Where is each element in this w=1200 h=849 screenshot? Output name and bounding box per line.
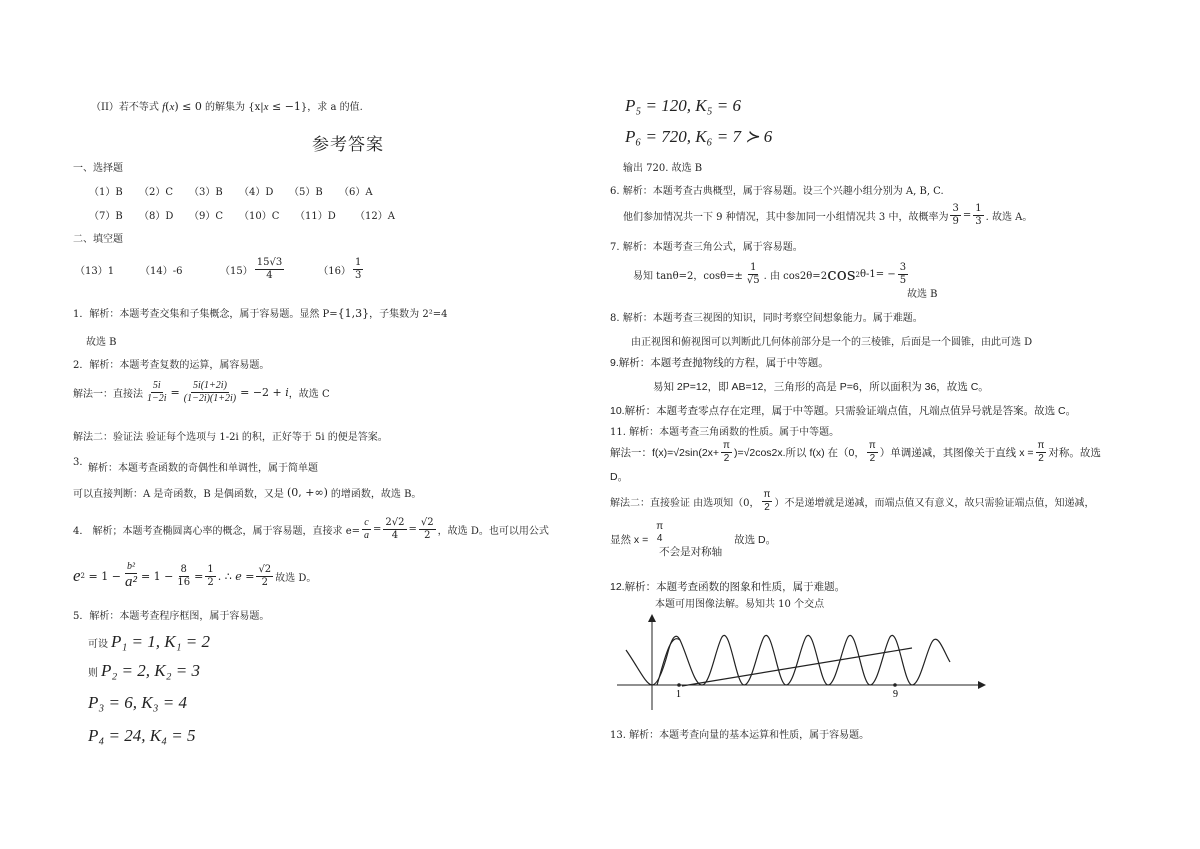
program-output: 输出 720. 故选 B xyxy=(623,163,703,174)
problem-condition: （II）若不等式 f(x) ≤ 0 的解集为 {x|x ≤ −1}，求 a 的值. xyxy=(91,100,363,113)
label-1: 1 xyxy=(676,689,681,700)
fill-16: （16） xyxy=(318,266,351,277)
explain-1: 1．解析：本题考查交集和子集概念，属于容易题。显然 P={1,3}，子集数为 2²=4 xyxy=(73,307,448,320)
program-step-3: P₃ = 6, K₃ = 4 xyxy=(88,693,187,712)
answer-5: （5）B xyxy=(289,187,323,198)
explain-11-method-1: 解法一：f(x)= √2 sin(2x+ $\frac{\pi}{2}$ )= √2 cos2x.所以 f(x) 在（0， $\frac{\pi}{2}$ ）单调递减，其图像关于直线 x = $\frac{\pi}{2}$ 对称。故选 xyxy=(610,440,1101,464)
fill-14: （14）-6 xyxy=(140,266,183,277)
explain-11-method-2: 解法二：直接验证 由选项知（0， $\frac{\pi}{2}$ ）不是递增就是递减，而端点值又有意义，故只需验证端点值，知递减， xyxy=(610,489,1095,513)
answer-2: （2）C xyxy=(139,187,174,198)
answer-3: （3）B xyxy=(189,187,223,198)
answer-1: （1）B xyxy=(89,187,123,198)
explain-1-conclusion: 故选 B xyxy=(86,337,117,348)
explain-3-number: 3． xyxy=(73,457,90,468)
program-step-5: P₅ = 120, K₅ = 6 xyxy=(625,96,741,115)
choice-answers-row-1 xyxy=(89,183,389,198)
point-1 xyxy=(677,683,681,687)
explain-3: 解析：本题考查函数的奇偶性和单调性，属于简单题 xyxy=(88,463,318,474)
answer-7: （7）B xyxy=(89,211,123,222)
program-step-1: 可设 P₁ = 1, K₁ = 2 xyxy=(88,632,210,651)
explain-2: 2．解析：本题考查复数的运算，属容易题。 xyxy=(73,360,270,371)
answer-8: （8）D xyxy=(139,211,174,222)
explain-6: 6. 解析：本题考查古典概型，属于容易题。设三个兴趣小组分别为 A, B, C. xyxy=(610,186,944,197)
explain-12-detail: 本题可用图像法解。易知共 10 个交点 xyxy=(655,599,825,610)
intersection-graph xyxy=(612,612,992,712)
section-choice-heading: 一、选择题 xyxy=(73,163,123,174)
explain-6-detail: 他们参加情况共一下 9 种情况，其中参加同一小组情况共 3 中，故概率为 $\frac{3}{9}$ = $\frac{1}{3}$ . 故选 A。 xyxy=(623,203,1033,227)
fill-16-fraction: $\frac{1}{3}$ xyxy=(354,257,362,281)
page-title: 参考答案 xyxy=(312,135,384,155)
explain-8-detail: 由正视图和俯视图可以判断此几何体前部分是一个的三棱锥，后面是一个圆锥，由此可选 D xyxy=(631,337,1033,348)
explain-13: 13. 解析：本题考查向量的基本运算和性质，属于容易题。 xyxy=(610,730,870,741)
explain-11: 11. 解析：本题考查三角函数的性质。属于中等题。 xyxy=(610,427,840,438)
fill-13: （13）1 xyxy=(75,266,115,277)
label-9: 9 xyxy=(893,689,898,700)
answer-12: （12）A xyxy=(355,211,395,222)
program-step-2: 则 P₂ = 2, K₂ = 3 xyxy=(88,661,200,680)
explain-4: 4． 解析；本题考查椭圆离心率的概念，属于容易题，直接求 e= $\frac{c}{a}$ = $\frac{2√2}{4}$ = $\frac{√2}{2}$ ，故选 D。也可以用公式 xyxy=(73,517,549,541)
explain-5: 5．解析：本题考查程序框图，属于容易题。 xyxy=(73,611,270,622)
explain-3-detail: 可以直接判断：A 是奇函数，B 是偶函数，又是 (0, +∞) 的增函数，故选 B。 xyxy=(73,486,422,500)
explain-7-detail: 易知 tanθ=2，cosθ=± $\frac{1}{√5}$ . 由 cos2θ=2 cos 2 θ-1= − $\frac{3}{5}$ xyxy=(633,262,907,286)
fill-answers xyxy=(75,258,365,281)
explain-10: 10.解析：本题考查零点存在定理，属于中等题。只需验证端点值，凡端点值异号就是答案。故选 C。 xyxy=(610,405,1077,417)
explain-2-method-2: 解法二：验证法 验证每个选项与 1-2i 的积，正好等于 5i 的便是答案。 xyxy=(73,432,388,443)
choice-answers-row-2 xyxy=(89,207,405,222)
explain-11-conclusion: D。 xyxy=(610,471,629,483)
answer-6: （6）A xyxy=(339,187,373,198)
explain-9-detail: 易知 2P=12，即 AB=12，三角形的高是 P=6，所以面积为 36，故选 C。 xyxy=(653,381,989,393)
explain-8: 8. 解析：本题考查三视图的知识，同时考察空间想象能力。属于难题。 xyxy=(610,313,923,324)
explain-7: 7. 解析：本题考查三角公式，属于容易题。 xyxy=(610,242,803,253)
fill-15-fraction: $\frac{15√3}{4}$ xyxy=(256,257,283,281)
explain-12: 12.解析：本题考查函数的图象和性质，属于难题。 xyxy=(610,581,846,593)
explain-7-conclusion: 故选 B xyxy=(907,289,938,300)
periodic-curve xyxy=(626,635,950,685)
point-9 xyxy=(893,683,897,687)
program-step-6: P₆ = 720, K₆ = 7 ≻ 6 xyxy=(625,127,773,146)
answer-11: （11）D xyxy=(295,211,336,222)
explain-9: 9.解析：本题考查抛物线的方程，属于中等题。 xyxy=(610,357,829,369)
section-fill-heading: 二、填空题 xyxy=(73,234,123,245)
explain-11-symmetry: 显然 x = π 4 不会是对称轴 故选 D。 xyxy=(610,521,777,558)
program-step-4: P₄ = 24, K₄ = 5 xyxy=(88,726,196,745)
explain-2-method-1: 解法一：直接法 $\frac{5i}{1-2i}$ = $\frac{5i(1+2i)}{(1-2i)(1+2i)}$ = −2 + i ，故选 C xyxy=(73,380,330,404)
curve-segment xyxy=(657,639,680,685)
answer-9: （9）C xyxy=(189,211,224,222)
answer-4: （4）D xyxy=(239,187,274,198)
answer-10: （10）C xyxy=(239,211,280,222)
fill-15: （15） xyxy=(220,266,253,277)
explain-4-formula: e 2 = 1 − $\frac{\text{b²}}{\text{a²}}$ = 1 − $\frac{8}{16}$ = $\frac{1}{2}$ . ∴ e = $\frac{√2}{2}$ 故选 D。 xyxy=(73,561,317,590)
